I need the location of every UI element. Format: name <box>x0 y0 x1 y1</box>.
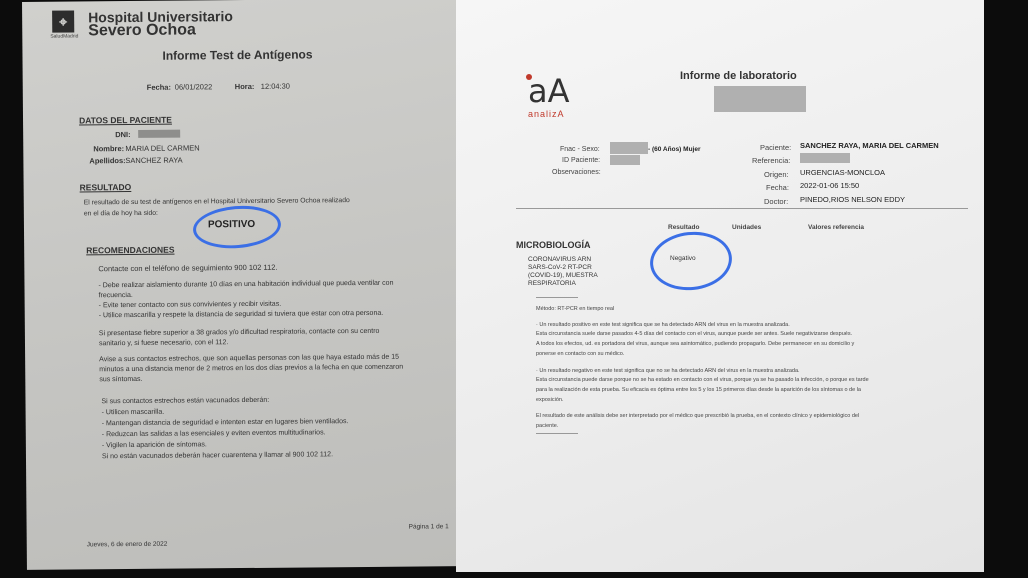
rec-line: - Debe realizar aislamiento durante 10 días en una habitación individual que pueda ventilar con <box>98 279 394 290</box>
result-value: POSITIVO <box>207 218 256 231</box>
result-heading: RESULTADO <box>79 181 132 193</box>
doctor-label: Doctor: <box>764 197 789 206</box>
column-reference: Valores referencia <box>808 224 865 231</box>
negative-ink-circle <box>647 228 735 294</box>
note-line: A todos los efectos, ud. es portadora del virus, aunque sea asintomático, pudiendo propagarlo. Debe permanecer en su domicilio y <box>536 341 855 347</box>
note-line: Esta circunstancia suele darse pasados 4-5 días del contacto con el virus, aunque puede ser antes. Suele negativizarse después. <box>536 331 853 337</box>
separator <box>536 297 578 298</box>
note-line: El resultado de este análisis debe ser interpretado por el médico que prescribió la prueba, en el contexto clínico y epidemiológico del <box>536 413 860 419</box>
patient-heading: DATOS DEL PACIENTE <box>79 114 172 126</box>
test-name-line: (COVID-19), MUESTRA <box>528 272 598 279</box>
date-label: Fecha: <box>766 183 789 192</box>
test-name-line: CORONAVIRUS ARN <box>528 256 592 263</box>
test-name-line: SARS-CoV-2 RT-PCR <box>528 264 592 271</box>
report-id-redacted <box>714 86 806 112</box>
hospital-name-line1: Hospital Universitario <box>88 8 233 26</box>
hospital-logo-icon: ⌖ <box>52 10 74 32</box>
rec-line: Avise a sus contactos estrechos, que son aquellas personas con las que haya estado más de 15 <box>99 353 400 364</box>
rec-line: Si sus contactos estrechos están vacunados deberán: <box>101 396 270 406</box>
test-name-line: RESPIRATORIA <box>528 280 576 287</box>
logo-subtitle: SaludMadrid <box>50 33 79 40</box>
rec-line: sus síntomas. <box>99 375 143 384</box>
rec-line: Si presentase fiebre superior a 38 grados y/o dificultad respiratoria, contacte con su centro <box>98 327 380 338</box>
rec-line: minutos a una distancia menor de 2 metros en los dos días previos a la fecha en que comenzaron <box>99 363 404 374</box>
date-value: 2022-01-06 15:50 <box>800 181 860 190</box>
separator <box>536 433 578 434</box>
note-line: ponerse en contacto con su médico. <box>536 351 625 357</box>
reference-redacted <box>800 153 850 163</box>
report-title: Informe Test de Antígenos <box>162 47 313 63</box>
date-label: Fecha: <box>146 82 171 92</box>
birth-sex-label: Fnac - Sexo: <box>560 146 600 153</box>
note-line: para la realización de esta prueba. Su eficacia es óptima entre los 5 y los 15 primeros días desde la aparición de los síntomas o de la <box>536 387 861 393</box>
lab-report <box>456 0 984 572</box>
dni-label: DNI: <box>115 130 131 140</box>
name-value: MARIA DEL CARMEN <box>125 143 200 154</box>
footer-date: Jueves, 6 de enero de 2022 <box>86 540 168 549</box>
note-line: Esta circunstancia puede darse porque no se ha estado en contacto con el virus, porque ya se ha pasado la infección, o porque es tarde <box>536 377 869 383</box>
patient-value: SANCHEZ RAYA, MARIA DEL CARMEN <box>800 141 939 150</box>
column-result: Resultado <box>668 224 700 231</box>
patient-label: Paciente: <box>760 143 792 152</box>
birth-sex-value: - (60 Años) Mujer <box>648 146 701 153</box>
rec-line: frecuencia. <box>98 291 133 300</box>
footer-page: Página 1 de 1 <box>408 523 449 531</box>
analiza-logo: aA <box>528 72 570 110</box>
dni-redacted <box>138 130 180 138</box>
date-value: 06/01/2022 <box>174 82 213 92</box>
rec-line: - Evite tener contacto con sus convivientes y recibir visitas. <box>98 300 282 310</box>
observations-label: Observaciones: <box>552 169 601 176</box>
patient-id-redacted <box>610 155 640 165</box>
origin-label: Origen: <box>764 170 789 179</box>
surname-label: Apellidos: <box>89 156 126 166</box>
rec-line: - Utilicen mascarilla. <box>101 408 165 417</box>
time-value: 12:04:30 <box>260 81 290 91</box>
rec-line: - Utilice mascarilla y respete la distancia de seguridad si tuviera que estar con otra persona. <box>98 309 384 320</box>
header-divider <box>516 208 968 209</box>
rec-line: - Mantengan distancia de seguridad e intenten estar en lugares bien ventilados. <box>101 418 349 428</box>
reference-label: Referencia: <box>752 156 791 165</box>
result-text-1: El resultado de su test de antígenos en el Hospital Universitario Severo Ochoa realizado <box>83 197 350 207</box>
note-line: exposición. <box>536 397 564 403</box>
hospital-name-line2: Severo Ochoa <box>88 21 196 40</box>
rec-line: - Reduzcan las salidas a las esenciales y eviten eventos multitudinarios. <box>101 429 326 439</box>
rec-line: Si no están vacunados deberán hacer cuarentena y llamar al 900 102 112. <box>101 451 334 461</box>
lab-report-title: Informe de laboratorio <box>680 70 797 82</box>
antigen-test-report <box>22 0 473 570</box>
test-result-value: Negativo <box>670 255 696 262</box>
surname-value: SANCHEZ RAYA <box>125 155 183 166</box>
name-label: Nombre: <box>93 144 125 154</box>
section-microbiology: MICROBIOLOGÍA <box>516 240 591 250</box>
birth-redacted <box>610 142 648 154</box>
note-line: · Un resultado positivo en este test significa que se ha detectado ARN del virus en la muestra analizada. <box>536 322 790 328</box>
rec-line: sanitario y, si fuese necesario, con el 112. <box>98 339 229 348</box>
rec-line: - Vigilen la aparición de síntomas. <box>101 441 207 450</box>
note-line: · Un resultado negativo en este test significa que no se ha detectado ARN del virus en la muestra analizada. <box>536 368 800 374</box>
origin-value: URGENCIAS-MONCLOA <box>800 168 886 177</box>
patient-id-label: ID Paciente: <box>562 157 601 164</box>
recommendations-contact: Contacte con el teléfono de seguimiento 900 102 112. <box>98 262 278 274</box>
recommendations-heading: RECOMENDACIONES <box>86 244 175 256</box>
method-text: Método: RT-PCR en tiempo real <box>536 306 615 312</box>
column-units: Unidades <box>732 224 762 231</box>
note-line: paciente. <box>536 423 559 429</box>
result-text-2: en el día de hoy ha sido: <box>83 209 158 218</box>
analiza-logo-text: analizA <box>528 109 565 119</box>
time-label: Hora: <box>234 81 255 92</box>
doctor-value: PINEDO,RIOS NELSON EDDY <box>800 195 906 204</box>
